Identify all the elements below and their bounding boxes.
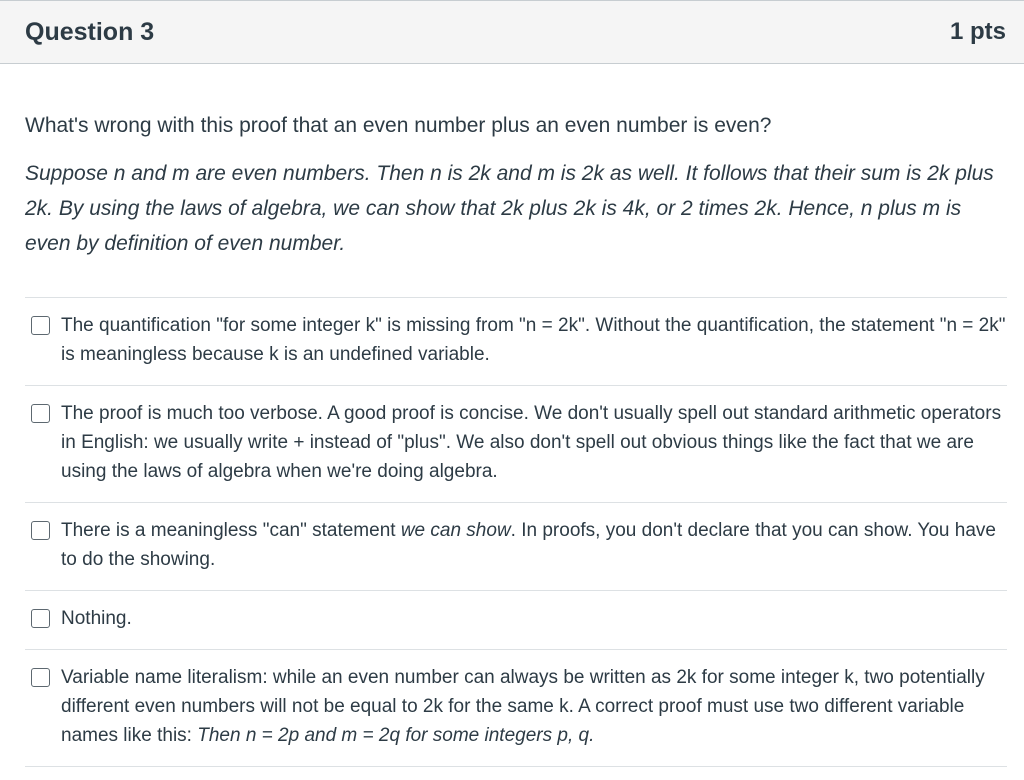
answer-text-5-emphasis: Then n = 2p and m = 2q for some integers p, q.	[197, 725, 595, 746]
answer-text-3	[61, 516, 1007, 574]
answer-text-4: Nothing.	[61, 608, 132, 629]
answer-option-3[interactable]	[25, 503, 1007, 591]
answer-option-2[interactable]	[25, 386, 1007, 503]
proof-text: Suppose n and m are even numbers. Then n is 2k and m is 2k as well. It follows that their sum is 2k plus 2k. By using the laws of algebra, we can show that 2k plus 2k is 4k, or 2 times 2k. Hence, n plus m is even by definition of even number.	[25, 162, 994, 255]
answer-text-1: The quantification "for some integer k" is missing from "n = 2k". Without the quantification, the statement "n = 2k" is meaningless because k is an undefined variable.	[61, 315, 1006, 365]
question-header	[0, 0, 1024, 64]
answer-checkbox-5[interactable]	[31, 668, 50, 687]
answer-text-5-before: Variable name literalism: while an even number can always be written as 2k for some integer k, two potentially different even numbers will not be equal to 2k for the same k. A correct proof must use two different variable names like this:	[61, 667, 985, 746]
answer-option-5[interactable]	[25, 650, 1007, 767]
answer-text-3-after: . In proofs, you don't declare that you can show. You have to do the showing.	[61, 520, 996, 570]
answer-option-1[interactable]	[25, 298, 1007, 386]
question-points: 1 pts	[949, 18, 1006, 45]
answer-text-5	[61, 663, 1007, 750]
answer-checkbox-4[interactable]	[31, 609, 50, 628]
answer-option-4[interactable]	[25, 591, 1007, 650]
question-title: Question 3	[25, 17, 155, 46]
answer-text-3-before: There is a meaningless "can" statement	[61, 520, 401, 541]
answer-checkbox-2[interactable]	[31, 404, 50, 423]
answer-text-3-emphasis: we can show	[400, 520, 511, 541]
answer-checkbox-1[interactable]	[31, 316, 50, 335]
answer-text-2: The proof is much too verbose. A good proof is concise. We don't usually spell out standard arithmetic operators in English: we usually write + instead of "plus". We also don't spell out obvious things like the fact that we are using the laws of algebra when we're doing algebra.	[61, 403, 1002, 482]
question-prompt: What's wrong with this proof that an even number plus an even number is even?	[25, 114, 772, 137]
answer-list	[25, 297, 1007, 767]
question-body	[0, 111, 1024, 767]
answer-checkbox-3[interactable]	[31, 521, 50, 540]
